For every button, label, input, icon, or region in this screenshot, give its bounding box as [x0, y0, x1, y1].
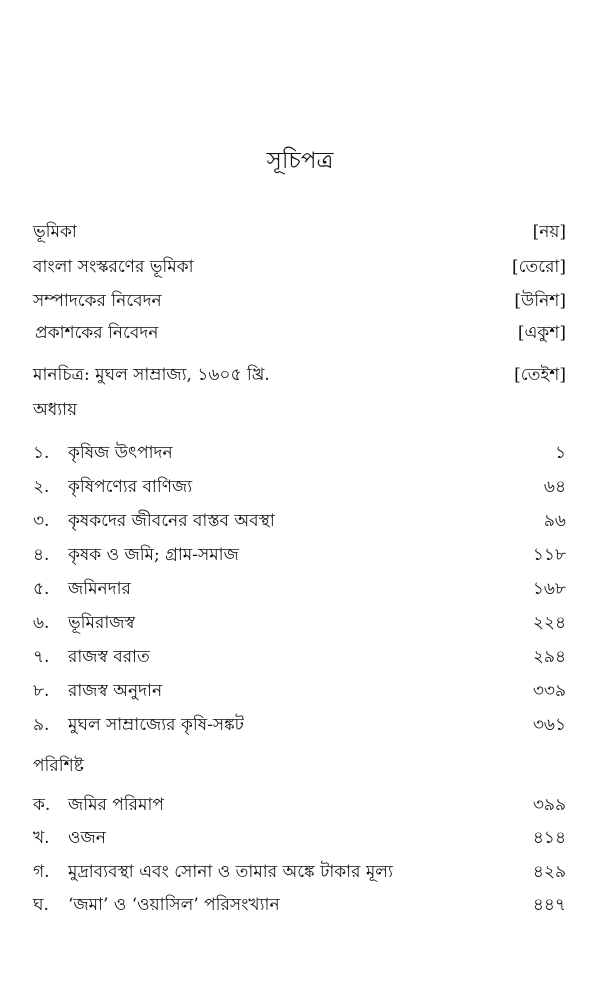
entry-label: ভূমিকা: [33, 222, 77, 242]
chapter-number: ৭.: [33, 647, 50, 667]
appendix-letter: ক.: [33, 795, 51, 815]
chapter-number: ৬.: [33, 613, 50, 633]
entry-page: [নয়]: [532, 222, 566, 242]
appendix-page: ৪৪৭: [532, 895, 566, 915]
chapter-page: ৩৬১: [532, 715, 566, 735]
toc-entry[interactable]: [33, 320, 566, 346]
appendix-heading: পরিশিষ্ট: [33, 756, 84, 776]
chapter-entry[interactable]: [33, 644, 566, 670]
chapter-title: কৃষকদের জীবনের বাস্তব অবস্থা: [68, 511, 275, 531]
chapter-title: কৃষিজ উৎপাদন: [68, 443, 173, 463]
appendix-page: ৩৯৯: [532, 795, 566, 815]
chapter-entry[interactable]: [33, 474, 566, 500]
chapter-page: ২২৪: [532, 613, 566, 633]
appendix-letter: গ.: [33, 862, 50, 882]
appendix-letter: খ.: [33, 828, 50, 848]
chapter-title: জমিনদার: [68, 579, 131, 599]
appendix-title: ‘জমা’ ও ‘ওয়াসিল’ পরিসংখ্যান: [68, 895, 280, 915]
chapter-entry[interactable]: [33, 576, 566, 602]
chapter-entry[interactable]: [33, 610, 566, 636]
toc-entry[interactable]: [33, 288, 566, 314]
chapter-entry[interactable]: [33, 678, 566, 704]
toc-entry[interactable]: [33, 219, 566, 245]
entry-label: সম্পাদকের নিবেদন: [33, 291, 162, 311]
appendix-page: ৪২৯: [532, 862, 566, 882]
entry-label: বাংলা সংস্করণের ভূমিকা: [33, 257, 194, 277]
chapter-page: ৩৩৯: [532, 681, 566, 701]
entry-page: [তেইশ]: [514, 365, 566, 385]
chapter-number: ৪.: [33, 545, 50, 565]
appendix-entry[interactable]: [33, 892, 566, 918]
appendix-title: মুদ্রাব্যবস্থা এবং সোনা ও তামার অঙ্কে টাকার মূল্য: [68, 862, 393, 882]
appendix-letter: ঘ.: [33, 895, 49, 915]
chapter-title: রাজস্ব বরাত: [68, 647, 150, 667]
chapter-number: ৩.: [33, 511, 50, 531]
chapter-title: ভূমিরাজস্ব: [68, 613, 135, 633]
appendix-entry[interactable]: [33, 825, 566, 851]
appendix-title: জমির পরিমাপ: [68, 795, 164, 815]
entry-page: [তেরো]: [511, 257, 566, 277]
chapter-entry[interactable]: [33, 440, 566, 466]
chapter-page: ৬৪: [543, 477, 566, 497]
chapter-title: কৃষক ও জমি; গ্রাম-সমাজ: [68, 545, 239, 565]
toc-entry[interactable]: [33, 254, 566, 280]
chapter-page: ১১৮: [532, 545, 566, 565]
chapter-title: মুঘল সাম্রাজ্যের কৃষি-সঙ্কট: [68, 715, 244, 735]
chapter-title: কৃষিপণ্যের বাণিজ্য: [68, 477, 193, 497]
chapter-number: ১.: [33, 443, 50, 463]
chapter-number: ৫.: [33, 579, 50, 599]
appendix-page: ৪১৪: [532, 828, 566, 848]
page-title: সূচিপত্র: [266, 148, 334, 174]
entry-label: প্রকাশকের নিবেদন: [35, 323, 159, 343]
entry-page: [উনিশ]: [514, 291, 566, 311]
appendix-entry[interactable]: [33, 859, 566, 885]
appendix-entry[interactable]: [33, 792, 566, 818]
toc-entry[interactable]: [33, 362, 566, 388]
chapter-page: ২৯৪: [532, 647, 566, 667]
entry-page: [একুশ]: [517, 323, 566, 343]
chapter-entry[interactable]: [33, 508, 566, 534]
chapter-number: ২.: [33, 477, 50, 497]
chapters-heading: অধ্যায়: [33, 400, 78, 420]
chapter-entry[interactable]: [33, 542, 566, 568]
chapter-page: ১৬৮: [532, 579, 566, 599]
chapter-page: ১: [554, 443, 566, 463]
chapter-title: রাজস্ব অনুদান: [68, 681, 163, 701]
chapter-number: ৮.: [33, 681, 50, 701]
entry-label: মানচিত্র: মুঘল সাম্রাজ্য, ১৬০৫ খ্রি.: [33, 365, 270, 385]
appendix-title: ওজন: [68, 828, 106, 848]
chapter-page: ৯৬: [543, 511, 566, 531]
chapter-entry[interactable]: [33, 712, 566, 738]
chapter-number: ৯.: [33, 715, 50, 735]
